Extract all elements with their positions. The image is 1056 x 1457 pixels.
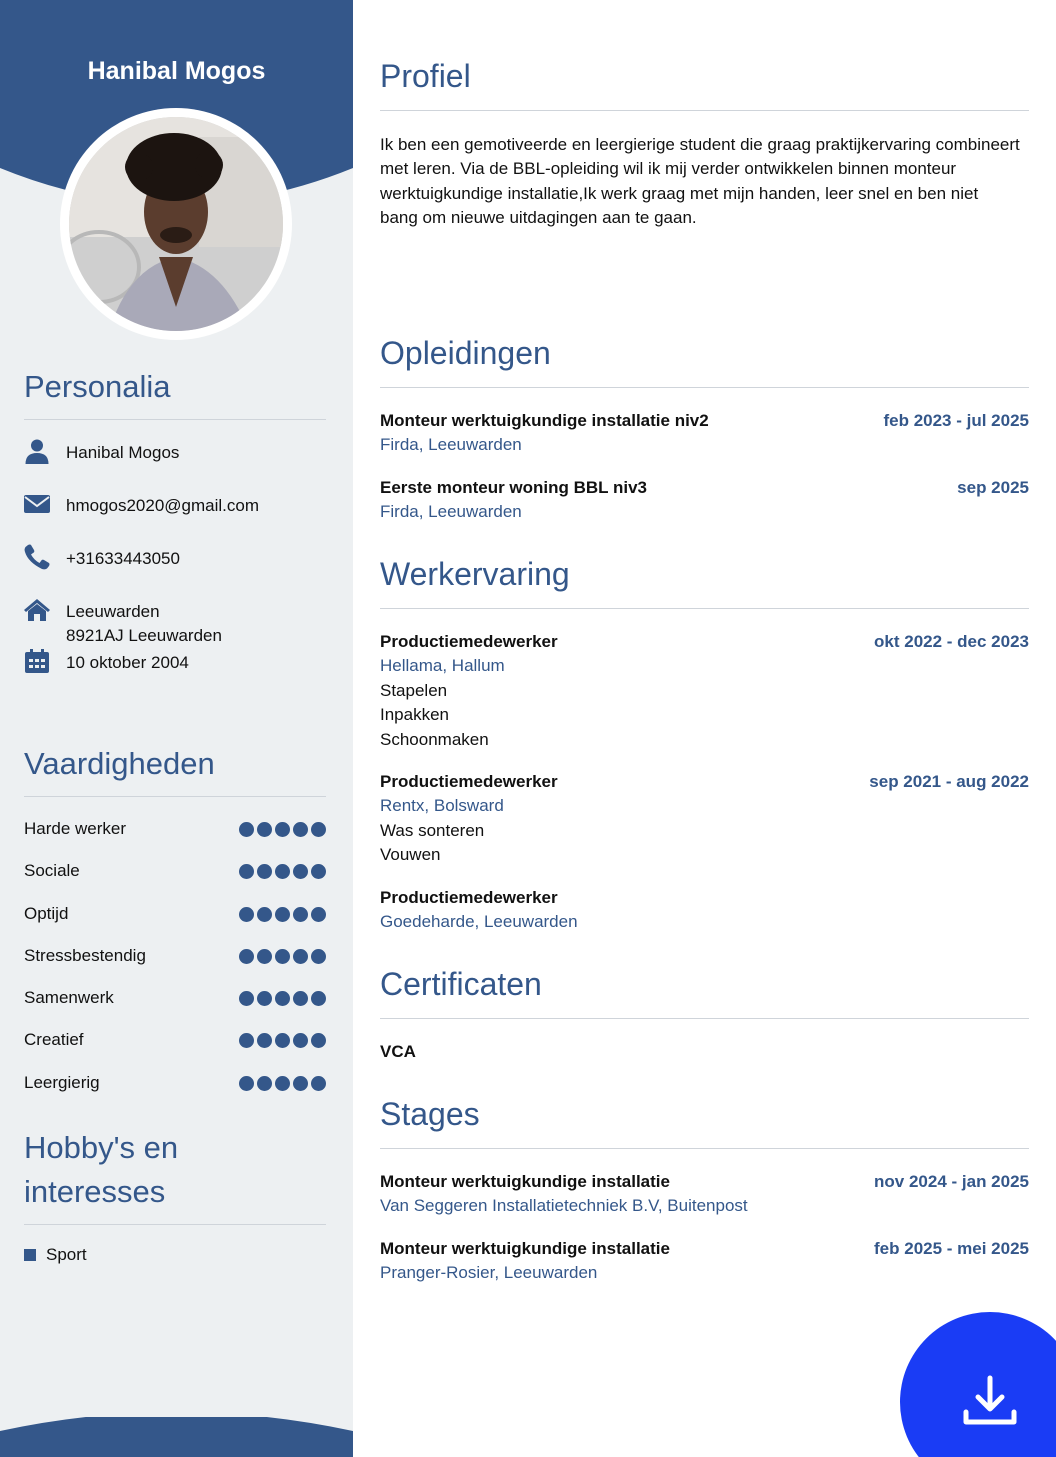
calendar-icon	[24, 648, 50, 674]
profile-photo	[69, 117, 283, 331]
experience-org: Goedeharde, Leeuwarden	[380, 912, 578, 932]
sidebar-footer-shape	[0, 1417, 353, 1457]
experience-task: Vouwen	[380, 845, 441, 865]
internship-date: feb 2025 - mei 2025	[874, 1239, 1029, 1258]
address-city: Leeuwarden	[66, 602, 160, 621]
skill-row	[24, 902, 326, 944]
profile-photo-frame	[60, 108, 292, 340]
rating-dot	[257, 1033, 272, 1048]
education-entry	[380, 476, 1029, 525]
rating-dot	[293, 864, 308, 879]
skill-label: Stressbestendig	[24, 945, 146, 965]
rating-dot	[311, 949, 326, 964]
internship-date: nov 2024 - jan 2025	[874, 1172, 1029, 1191]
internship-org: Van Seggeren Installatietechniek B.V, Buitenpost	[380, 1196, 748, 1216]
sidebar	[0, 0, 353, 1457]
skill-rating	[239, 1076, 326, 1091]
certificates-heading: Certificaten	[380, 962, 1029, 1019]
contact-address-row	[24, 597, 326, 648]
profile-heading: Profiel	[380, 54, 1029, 111]
skill-label: Sociale	[24, 861, 80, 881]
rating-dot	[311, 864, 326, 879]
skill-row	[24, 944, 326, 986]
contact-name: Hanibal Mogos	[66, 443, 180, 462]
rating-dot	[239, 949, 254, 964]
experience-org: Rentx, Bolsward	[380, 796, 504, 816]
experience-date: sep 2021 - aug 2022	[869, 772, 1029, 791]
internship-entry	[380, 1170, 1029, 1219]
internship-title: Monteur werktuigkundige installatie	[380, 1239, 670, 1258]
experience-entry	[380, 770, 1029, 868]
experience-org: Hellama, Hallum	[380, 656, 505, 676]
personalia-heading: Personalia	[24, 365, 326, 420]
hobbies-heading-line1: Hobby's en	[24, 1130, 179, 1165]
experience-task: Stapelen	[380, 680, 448, 700]
experience-heading: Werkervaring	[380, 552, 1029, 609]
rating-dot	[311, 907, 326, 922]
skill-rating	[239, 864, 326, 879]
education-title: Monteur werktuigkundige installatie niv2	[380, 411, 709, 430]
rating-dot	[275, 1076, 290, 1091]
skill-rating	[239, 907, 326, 922]
experience-task: Was sonteren	[380, 820, 485, 840]
skill-rating	[239, 822, 326, 837]
contact-email[interactable]: hmogos2020@gmail.com	[66, 496, 260, 515]
rating-dot	[275, 991, 290, 1006]
education-title: Eerste monteur woning BBL niv3	[380, 478, 648, 497]
education-heading: Opleidingen	[380, 331, 1029, 388]
phone-icon	[24, 544, 50, 570]
skills-list	[24, 817, 326, 1113]
envelope-icon	[24, 491, 50, 517]
user-icon	[24, 438, 50, 464]
experience-date: okt 2022 - dec 2023	[874, 632, 1029, 651]
skill-row	[24, 1071, 326, 1113]
hobbies-heading	[24, 1126, 326, 1225]
rating-dot	[257, 1076, 272, 1091]
education-entry	[380, 409, 1029, 458]
experience-task: Inpakken	[380, 705, 449, 725]
education-date: sep 2025	[957, 478, 1029, 497]
address-postal: 8921AJ Leeuwarden	[66, 626, 222, 645]
skill-row	[24, 817, 326, 859]
hobbies-heading-line2: interesses	[24, 1174, 166, 1209]
rating-dot	[257, 949, 272, 964]
contact-birthdate-row	[24, 648, 326, 701]
download-icon	[960, 1372, 1020, 1432]
skill-rating	[239, 949, 326, 964]
contact-name-row	[24, 438, 326, 491]
skill-label: Optijd	[24, 903, 69, 923]
internship-title: Monteur werktuigkundige installatie	[380, 1172, 670, 1191]
rating-dot	[275, 949, 290, 964]
internship-entry	[380, 1237, 1029, 1286]
experience-title: Productiemedewerker	[380, 632, 558, 651]
skill-rating	[239, 1033, 326, 1048]
rating-dot	[275, 907, 290, 922]
contact-phone[interactable]: +31633443050	[66, 549, 180, 568]
rating-dot	[239, 864, 254, 879]
skill-label: Creatief	[24, 1030, 84, 1050]
skill-row	[24, 1028, 326, 1070]
education-org: Firda, Leeuwarden	[380, 502, 522, 522]
contact-address	[66, 600, 222, 648]
rating-dot	[239, 907, 254, 922]
hobbies-section	[24, 1126, 326, 1267]
skill-label: Harde werker	[24, 819, 127, 838]
rating-dot	[239, 1076, 254, 1091]
experience-task: Schoonmaken	[380, 729, 489, 749]
rating-dot	[293, 991, 308, 1006]
rating-dot	[239, 822, 254, 837]
rating-dot	[311, 1033, 326, 1048]
rating-dot	[257, 907, 272, 922]
personalia-section	[24, 365, 326, 701]
rating-dot	[293, 907, 308, 922]
rating-dot	[257, 822, 272, 837]
contact-phone-row	[24, 544, 326, 597]
rating-dot	[293, 949, 308, 964]
internships-heading: Stages	[380, 1092, 1029, 1149]
download-button[interactable]	[900, 1312, 1056, 1457]
rating-dot	[257, 864, 272, 879]
rating-dot	[275, 1033, 290, 1048]
skill-rating	[239, 991, 326, 1006]
rating-dot	[311, 991, 326, 1006]
square-bullet-icon	[24, 1249, 36, 1261]
rating-dot	[293, 1076, 308, 1091]
rating-dot	[239, 1033, 254, 1048]
rating-dot	[311, 822, 326, 837]
experience-title: Productiemedewerker	[380, 772, 558, 791]
home-icon	[24, 597, 50, 623]
education-date: feb 2023 - jul 2025	[883, 411, 1029, 430]
rating-dot	[275, 864, 290, 879]
education-org: Firda, Leeuwarden	[380, 435, 522, 455]
rating-dot	[239, 991, 254, 1006]
skills-section	[24, 742, 326, 1113]
rating-dot	[275, 822, 290, 837]
profile-text: Ik ben een gemotiveerde en leergierige student die graag praktijkervaring combineert met leren. Via de BBL-opleiding wil ik mij verder ontwikkelen binnen monteur werktuigkundige installatie,Ik werk graag met mijn handen, leer snel en ben niet bang om nieuwe uitdagingen aan te gaan.	[380, 135, 1020, 228]
hobby-label: Sport	[46, 1245, 87, 1264]
contact-birthdate: 10 oktober 2004	[66, 653, 189, 672]
internship-org: Pranger-Rosier, Leeuwarden	[380, 1263, 598, 1283]
rating-dot	[311, 1076, 326, 1091]
experience-entry	[380, 886, 1029, 935]
hobby-item	[24, 1243, 326, 1267]
experience-title: Productiemedewerker	[380, 888, 558, 907]
certificate-title: VCA	[380, 1042, 416, 1061]
skill-row	[24, 986, 326, 1028]
experience-entry	[380, 630, 1029, 752]
certificate-entry	[380, 1040, 1029, 1064]
rating-dot	[293, 822, 308, 837]
candidate-name-heading: Hanibal Mogos	[87, 57, 266, 85]
skill-row	[24, 859, 326, 901]
contact-email-row	[24, 491, 326, 544]
rating-dot	[257, 991, 272, 1006]
rating-dot	[293, 1033, 308, 1048]
skill-label: Samenwerk	[24, 988, 114, 1008]
skill-label: Leergierig	[24, 1072, 100, 1092]
skills-heading: Vaardigheden	[24, 742, 326, 797]
